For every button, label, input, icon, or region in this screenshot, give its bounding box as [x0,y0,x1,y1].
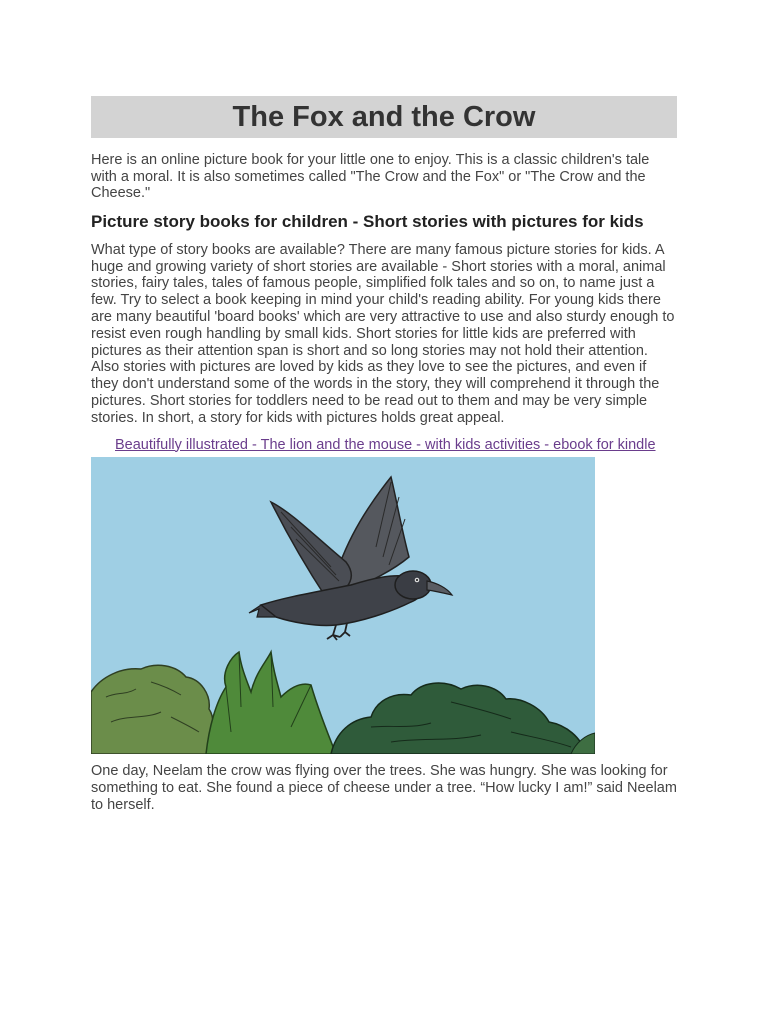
page-title: The Fox and the Crow [91,96,677,138]
body-paragraph: What type of story books are available? There are many famous picture stories for kids. A huge and growing variety of short stories are available - Short stories with a moral, animal stories, fairy tales, tales of famous people, simplified folk tales and so on, to name just a few. Try to select a book keeping in mind your child's reading ability. For young kids there are many beautiful 'board books' which are very attractive to use and also sturdy enough to resist even rough handling by small kids. Short stories for little kids are preferred with pictures as their attention span is short and so long stories may not hold their attention. Also stories with pictures are loved by kids as they love to see the pictures, and even if they don't understand some of the words in the story, they will comprehend it through the pictures. Short stories for toddlers need to be read out to them and may be very simple stories. In short, a story for kids with pictures holds great appeal. [91,241,675,426]
section-heading: Picture story books for children - Short stories with pictures for kids [91,211,644,231]
crow-illustration [91,457,595,754]
story-caption: One day, Neelam the crow was flying over the trees. She was hungry. She was looking for something to eat. She found a piece of cheese under a tree. “How lucky I am!” said Neelam to herself. [91,763,677,814]
ebook-link[interactable]: Beautifully illustrated - The lion and the mouse - with kids activities - ebook for kindle [115,436,656,453]
page-content [91,96,677,814]
intro-paragraph: Here is an online picture book for your little one to enjoy. This is a classic children's tale with a moral. It is also sometimes called "The Crow and the Fox" or "The Crow and the Cheese." [91,152,650,202]
ebook-link-paragraph [91,437,677,454]
